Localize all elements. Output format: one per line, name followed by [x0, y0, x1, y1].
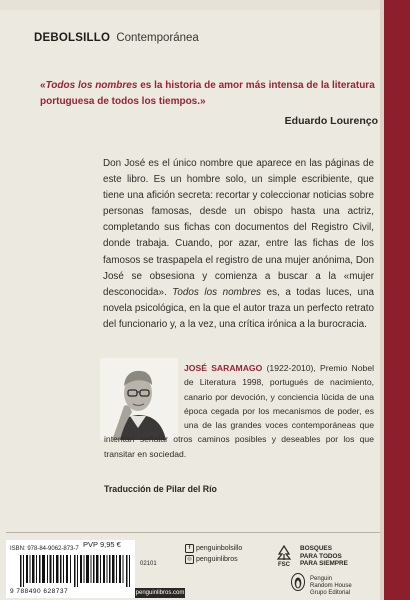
synopsis: [103, 156, 374, 333]
book-spine: [384, 0, 410, 600]
brand-collection: Contemporánea: [116, 32, 199, 44]
blurb-quote: [40, 78, 378, 129]
cover-top-edge: [0, 0, 410, 10]
publisher-line-2: Random House: [310, 583, 352, 589]
social-handle: penguinbolsillo: [196, 545, 243, 552]
quote-open-mark: «: [40, 80, 46, 91]
publisher-line-1: Penguin: [310, 576, 333, 582]
bio-text: (1922-2010), Premio Nobel de Literatura 1998, portugués de nacimiento, canario por devoción, y conciencia lúcida de una época cegada por los mecanismos de poder, es una de las grandes voces contemporáneas que intentan señalar otros caminos posibles y deseables por los que transitar en sociedad.: [104, 363, 375, 459]
quote-book-title: Todos los nombres: [45, 80, 138, 91]
social-handle: penguinlibros: [196, 556, 238, 563]
instagram-icon: ◎: [185, 555, 194, 564]
price-label: PVP 9,95 €: [83, 540, 121, 549]
brand-name: DEBOLSILLO: [34, 32, 111, 44]
isbn-label: ISBN: 978-84-9062-873-7: [10, 546, 79, 552]
facebook-icon: f: [185, 544, 194, 553]
fsc-tree-icon: [276, 545, 292, 561]
author-name: JOSÉ SARAMAGO: [184, 363, 263, 373]
forest-slogan: [300, 545, 370, 568]
fsc-label: FSC: [278, 562, 290, 568]
bio-photo-spacer: [104, 361, 184, 432]
product-code: 02101: [140, 561, 157, 567]
publisher-line-3: Grupo Editorial: [310, 590, 351, 596]
quote-author: Eduardo Lourenço: [284, 115, 378, 127]
publisher-brand: [34, 32, 199, 44]
social-link-facebook[interactable]: [185, 543, 242, 554]
publisher-imprint: [310, 576, 352, 597]
social-link-instagram[interactable]: [185, 554, 242, 565]
quote-body: es la historia de amor más intensa de la literatura portuguesa de todos los tiempos.»: [40, 80, 375, 107]
author-bio: [104, 361, 374, 461]
footer-divider: [6, 532, 380, 533]
barcode-number: 9 788490 628737: [10, 588, 69, 595]
social-links: [185, 543, 242, 565]
fsc-logo: [274, 545, 294, 568]
synopsis-book-title: Todos los nombres: [172, 286, 261, 298]
barcode-image: [20, 555, 132, 587]
forest-line-3: PARA SIEMPRE: [300, 560, 348, 568]
translator-credit: Traducción de Pilar del Río: [104, 484, 217, 494]
forest-line-2: PARA TODOS: [300, 552, 342, 560]
publisher-url[interactable]: penguinlibros.com: [135, 590, 185, 596]
synopsis-part-2: es, a todas luces, una novela psicológica, en la que el autor traza un perfecto retrato del funcionario y, a la vez, una crítica irónica a la burocracia.: [103, 286, 374, 330]
quote-text: [40, 78, 378, 110]
penguin-logo-icon: [291, 573, 305, 591]
synopsis-part-1: Don José es el único nombre que aparece en las páginas de este libro. Es un hombre solo, un simple escribiente, que tiene una afición secreta: recortar y coleccionar noticias sobre personas famosas, desde un obispo hasta una actriz, completando sus fichas con documentos del Registro Civil, donde trabaja. Cuando, por azar, entre las fichas de los famosos se traspapela el registro de una mujer anónima, Don José se obsesiona y comienza a buscar a la «mujer desconocida».: [103, 158, 374, 298]
forest-line-1: BOSQUES: [300, 545, 332, 552]
